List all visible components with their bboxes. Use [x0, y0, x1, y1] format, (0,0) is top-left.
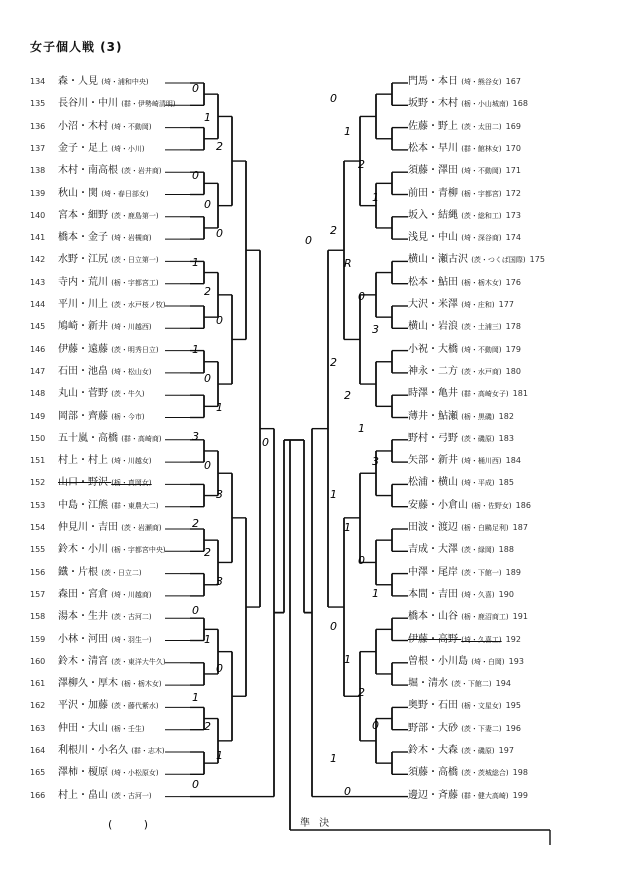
score-mark: 0	[216, 227, 223, 240]
entry-names: 松本・鮎田	[408, 276, 458, 288]
entry-names: 曽根・小川島	[408, 655, 468, 667]
entry-school: (茨・総和工)	[461, 211, 502, 220]
score-mark: 2	[216, 140, 223, 153]
entry-names: 長谷川・中川	[58, 98, 118, 110]
entry-number: 178	[505, 322, 521, 332]
entry-number: 195	[505, 701, 521, 711]
entry-number: 137	[30, 143, 46, 153]
entry-school: (茨・東洋大牛久)	[111, 657, 166, 666]
entry-number: 177	[498, 300, 514, 309]
entry-names: 横山・岩浪	[408, 321, 458, 333]
entry-number: 192	[505, 634, 521, 644]
entry-names: 前田・青柳	[408, 187, 458, 199]
entry-names: 須藤・澤田	[408, 165, 458, 177]
score-mark: 3	[372, 455, 379, 468]
entry-school: (栃・白鷗足利)	[461, 524, 509, 532]
entry-number: 190	[498, 589, 514, 599]
entry-school: (茨・磯原)	[461, 747, 495, 755]
entry-names: 寺内・荒川	[58, 276, 108, 288]
entry-names: 平沢・加藤	[58, 700, 108, 712]
score-mark: 2	[192, 517, 199, 530]
entry-number: 188	[498, 545, 514, 555]
entry-names: 野部・大砂	[408, 722, 458, 734]
score-mark: 0	[330, 620, 337, 633]
entry-school: (埼・小松原女)	[111, 769, 159, 778]
entry-names: 吉成・大澤	[408, 544, 458, 556]
score-mark: 1	[216, 401, 223, 414]
entry-names: 野村・弓野	[408, 432, 458, 444]
entry-number: 180	[505, 366, 521, 376]
empty-parentheses: ( )	[108, 818, 149, 831]
score-mark: 1	[372, 587, 379, 600]
score-mark: 3	[216, 575, 223, 588]
score-mark: R	[344, 257, 352, 270]
entry-number: 176	[505, 277, 521, 287]
entry-school: (茨・岩井商)	[121, 167, 162, 176]
score-mark: 2	[204, 546, 211, 559]
entry-number: 147	[30, 366, 46, 376]
entry-school: (群・東農大二)	[111, 501, 159, 510]
entry-school: (埼・川越女)	[111, 457, 152, 466]
entry-school: (茨・藤代紫水)	[111, 702, 159, 711]
entry-school: (茨・下館一)	[461, 568, 502, 577]
entry-number: 144	[30, 300, 46, 309]
score-mark: 0	[192, 169, 199, 182]
entry-names: 仲田・大山	[58, 722, 108, 734]
entry-school: (群・志木)	[131, 747, 165, 755]
score-mark: 0	[372, 719, 379, 732]
entry-school: (埼・川越西)	[111, 323, 152, 332]
score-mark: 0	[192, 604, 199, 617]
entry-number: 172	[505, 188, 521, 198]
entry-names: 森田・宮倉	[58, 588, 108, 600]
entry-names: 鈴木・清宮	[58, 655, 108, 667]
entry-school: (茨・下館二)	[451, 680, 492, 689]
entry-school: (栃・今市)	[111, 412, 145, 421]
entry-names: 伊藤・遠藤	[58, 343, 108, 355]
entry-school: (埼・川越商)	[111, 590, 152, 599]
entry-school: (茨・古河一)	[111, 791, 152, 800]
entry-school: (埼・熊谷女)	[461, 78, 502, 86]
entry-school: (埼・平成)	[461, 479, 495, 488]
entry-number: 189	[505, 567, 521, 577]
entry-number: 184	[505, 456, 521, 466]
score-mark: 0	[262, 436, 269, 449]
entry-number: 142	[30, 255, 46, 265]
entry-school: (群・健大高崎)	[461, 791, 509, 800]
entry-number: 151	[30, 456, 46, 466]
score-mark: 2	[344, 389, 351, 402]
entry-names: 坂入・結縄	[408, 209, 458, 221]
entry-number: 191	[512, 612, 528, 622]
entry-number: 169	[505, 121, 521, 131]
entry-number: 187	[512, 523, 528, 532]
entry-names: 森・人見	[58, 76, 98, 87]
score-mark: 0	[358, 554, 365, 567]
entry-names: 鈴木・小川	[58, 544, 108, 556]
entry-number: 154	[30, 523, 46, 532]
entry-school: (埼・庄和)	[461, 301, 495, 309]
score-mark: 1	[344, 521, 351, 534]
entry-school: (群・高崎女子)	[461, 390, 509, 399]
entry-names: 邊辺・斉藤	[408, 789, 458, 801]
score-mark: 1	[192, 256, 199, 269]
entry-number: 166	[30, 790, 46, 800]
entry-school: (群・館林女)	[461, 144, 502, 153]
entry-school: (埼・不動岡)	[461, 345, 502, 354]
score-mark: 1	[358, 422, 365, 435]
entry-number: 139	[30, 188, 46, 198]
entry-school: (群・伊勢崎清明)	[121, 100, 176, 109]
score-mark: 1	[204, 111, 211, 124]
entry-names: 金子・足上	[58, 142, 108, 154]
entry-names: 利根川・小名久	[58, 745, 128, 756]
entry-names: 坂野・木村	[408, 98, 458, 110]
entry-school: (茨・水戸桜ノ牧)	[111, 301, 166, 309]
entry-number: 173	[505, 210, 521, 220]
entry-number: 148	[30, 389, 46, 399]
entry-names: 湯本・生井	[58, 611, 108, 623]
entry-names: 村上・畠山	[58, 789, 108, 801]
entry-school: (埼・松山女)	[111, 367, 152, 376]
entry-number: 181	[512, 389, 528, 399]
entry-number: 157	[30, 589, 46, 599]
score-mark: 0	[305, 234, 312, 247]
entry-names: 平川・川上	[58, 299, 108, 310]
entry-names: 佐藤・野上	[408, 120, 458, 132]
entry-names: 時澤・亀井	[408, 388, 458, 400]
entry-school: (栃・小山城南)	[461, 100, 509, 109]
entry-names: 五十嵐・高橋	[58, 432, 118, 444]
entry-names: 橋本・金子	[58, 232, 108, 244]
entry-number: 168	[512, 99, 528, 109]
entry-names: 奥野・石田	[408, 700, 458, 712]
score-mark: 2	[330, 356, 337, 369]
entry-names: 丸山・菅野	[58, 388, 108, 400]
score-mark: 0	[344, 785, 351, 798]
entry-names: 澤柿・榎原	[58, 767, 108, 779]
entry-school: (栃・真岡女)	[111, 479, 152, 488]
entry-number: 179	[505, 344, 521, 354]
score-mark: 2	[330, 224, 337, 237]
entry-number: 186	[515, 500, 531, 510]
entry-number: 158	[30, 612, 46, 622]
entry-school: (埼・久喜工)	[461, 635, 502, 644]
score-mark: 0	[330, 92, 337, 105]
entry-school: (茨・磯原)	[461, 434, 495, 443]
entry-number: 164	[30, 746, 46, 755]
score-mark: 0	[216, 662, 223, 675]
entry-number: 163	[30, 723, 46, 733]
page-title: 女子個人戦 (3)	[30, 40, 123, 54]
entry-names: 小林・河田	[58, 633, 108, 645]
entry-number: 199	[512, 790, 528, 800]
entry-school: (埼・春日部女)	[101, 189, 149, 198]
score-mark: 0	[358, 290, 365, 303]
entry-school: (埼・不動岡)	[111, 122, 152, 131]
entry-names: 浅見・中山	[408, 232, 458, 244]
entry-names: 神永・二方	[408, 365, 458, 377]
score-mark: 2	[204, 285, 211, 298]
entry-number: 149	[30, 411, 46, 421]
score-mark: 0	[216, 314, 223, 327]
entry-names: 木村・南高根	[58, 165, 118, 177]
entry-names: 小沼・木村	[58, 120, 108, 132]
entry-number: 197	[498, 746, 514, 755]
entry-school: (埼・不動岡)	[461, 167, 502, 176]
entry-names: 中島・江熊	[58, 499, 108, 511]
entry-number: 152	[30, 478, 46, 488]
entry-names: 宮本・細野	[58, 209, 108, 221]
entry-school: (栃・宇都宮)	[461, 189, 502, 198]
entry-names: 石田・池畠	[58, 365, 108, 377]
entry-school: (茨・鹿島第一)	[111, 211, 159, 220]
score-mark: 3	[216, 488, 223, 501]
entry-school: (茨・茨城総合)	[461, 769, 509, 778]
entry-number: 162	[30, 701, 46, 711]
entry-names: 本間・吉田	[408, 588, 458, 600]
entry-names: 須藤・高橋	[408, 767, 458, 779]
entry-names: 矢部・新井	[408, 455, 458, 467]
entry-names: 鐡・片根	[58, 566, 98, 578]
entry-number: 138	[30, 166, 46, 176]
entry-school: (栃・栃木女)	[121, 680, 162, 689]
score-mark: 1	[192, 343, 199, 356]
entry-school: (埼・桶川西)	[461, 457, 502, 466]
entry-school: (栃・宇都宮工)	[111, 278, 159, 287]
entry-names: 堀・清水	[408, 678, 448, 690]
entry-school: (群・高崎商)	[121, 434, 162, 443]
entry-number: 153	[30, 500, 46, 510]
entry-number: 136	[30, 121, 46, 131]
entry-number: 145	[30, 322, 46, 332]
entry-school: (茨・水戸商)	[461, 367, 502, 376]
entry-names: 門馬・本日	[408, 76, 458, 87]
entry-school: (埼・羽生一)	[111, 635, 152, 644]
score-mark: 0	[192, 82, 199, 95]
entry-school: (茨・明秀日立)	[111, 345, 159, 354]
entry-school: (栃・黒磯)	[461, 412, 495, 421]
score-mark: 2	[204, 720, 211, 733]
entry-names: 鳩崎・新井	[58, 321, 108, 333]
entry-number: 159	[30, 634, 46, 644]
score-mark: 0	[204, 372, 211, 385]
entry-school: (埼・深谷商)	[461, 234, 502, 243]
entry-number: 155	[30, 545, 46, 555]
entry-school: (栃・文星女)	[461, 702, 502, 711]
entry-number: 160	[30, 656, 46, 666]
entry-school: (茨・つくば国際)	[471, 256, 526, 265]
entry-number: 156	[30, 567, 46, 577]
entry-number: 170	[505, 143, 521, 153]
entry-names: 安藤・小倉山	[408, 499, 468, 511]
entry-number: 150	[30, 433, 46, 443]
entry-school: (埼・小川)	[111, 144, 145, 153]
score-mark: 3	[192, 430, 199, 443]
entry-number: 198	[512, 768, 528, 778]
score-mark: 1	[204, 633, 211, 646]
entry-school: (茨・日立第一)	[111, 256, 159, 265]
entry-names: 鈴木・大森	[408, 745, 458, 756]
entry-school: (埼・久喜)	[461, 590, 495, 599]
entry-names: 松浦・横山	[408, 477, 458, 489]
entry-number: 140	[30, 210, 46, 220]
entry-number: 194	[495, 679, 511, 689]
entry-school: (茨・岩瀬商)	[121, 524, 162, 532]
entry-school: (埼・浦和中央)	[101, 78, 149, 86]
score-mark: 1	[330, 488, 337, 501]
entry-names: 村上・村上	[58, 455, 108, 467]
entry-school: (栃・宇都宮中央)	[111, 546, 166, 555]
entry-number: 167	[505, 77, 521, 86]
entry-number: 165	[30, 768, 46, 778]
entry-number: 146	[30, 344, 46, 354]
entry-school: (埼・岩槻商)	[111, 234, 152, 243]
entry-school: (茨・下妻二)	[461, 724, 502, 733]
entry-number: 174	[505, 233, 521, 243]
entry-school: (茨・古河二)	[111, 613, 152, 622]
score-mark: 0	[204, 198, 211, 211]
entry-school: (栃・佐野女)	[471, 501, 512, 510]
entry-number: 143	[30, 277, 46, 287]
entry-names: 橋本・山谷	[408, 611, 458, 623]
score-mark: 2	[358, 686, 365, 699]
entry-school: (栃・壬生)	[111, 724, 145, 733]
entry-names: 中澤・尾岸	[408, 566, 458, 578]
entry-school: (茨・太田二)	[461, 122, 502, 131]
entry-number: 185	[498, 478, 514, 488]
entry-names: 大沢・米澤	[408, 299, 458, 310]
entry-number: 182	[498, 411, 514, 421]
entry-number: 183	[498, 433, 514, 443]
score-mark: 3	[372, 323, 379, 336]
entry-number: 171	[505, 166, 521, 176]
score-mark: 1	[216, 749, 223, 762]
final-label: 準 決	[300, 818, 333, 829]
entry-names: 仲見川・吉田	[58, 522, 118, 533]
entry-number: 141	[30, 233, 46, 243]
entry-school: (埼・白岡)	[471, 657, 505, 666]
entry-names: 伊藤・高野	[408, 633, 458, 645]
entry-names: 横山・瀬古沢	[408, 254, 468, 266]
entry-number: 196	[505, 723, 521, 733]
entry-names: 田波・渡辺	[408, 522, 458, 533]
entry-school: (栃・栃木女)	[461, 278, 502, 287]
entry-school: (茨・緑岡)	[461, 546, 495, 555]
entry-school: (茨・土浦三)	[461, 323, 502, 332]
entry-names: 岡部・齊藤	[58, 410, 108, 422]
entry-number: 134	[30, 77, 46, 86]
entry-number: 135	[30, 99, 46, 109]
score-mark: 1	[192, 691, 199, 704]
score-mark: 1	[372, 191, 379, 204]
entry-school: (茨・牛久)	[111, 390, 145, 399]
entry-names: 水野・江尻	[58, 254, 108, 266]
entry-names: 薄井・鮎瀬	[408, 410, 458, 422]
score-mark: 1	[330, 752, 337, 765]
score-mark: 1	[344, 125, 351, 138]
entry-names: 松本・早川	[408, 142, 458, 154]
entry-number: 193	[508, 656, 524, 666]
score-mark: 0	[204, 459, 211, 472]
entry-names: 小祝・大橋	[408, 343, 458, 355]
entry-school: (茨・日立二)	[101, 568, 142, 577]
score-mark: 0	[192, 778, 199, 791]
entry-names: 澤柳久・厚木	[58, 678, 118, 690]
score-mark: 1	[344, 653, 351, 666]
score-mark: 2	[358, 158, 365, 171]
entry-names: 山口・野沢	[58, 477, 108, 489]
entry-number: 175	[529, 255, 545, 265]
entry-school: (栃・鹿沼商工)	[461, 613, 509, 622]
entry-names: 秋山・関	[58, 187, 98, 199]
entry-number: 161	[30, 679, 46, 689]
